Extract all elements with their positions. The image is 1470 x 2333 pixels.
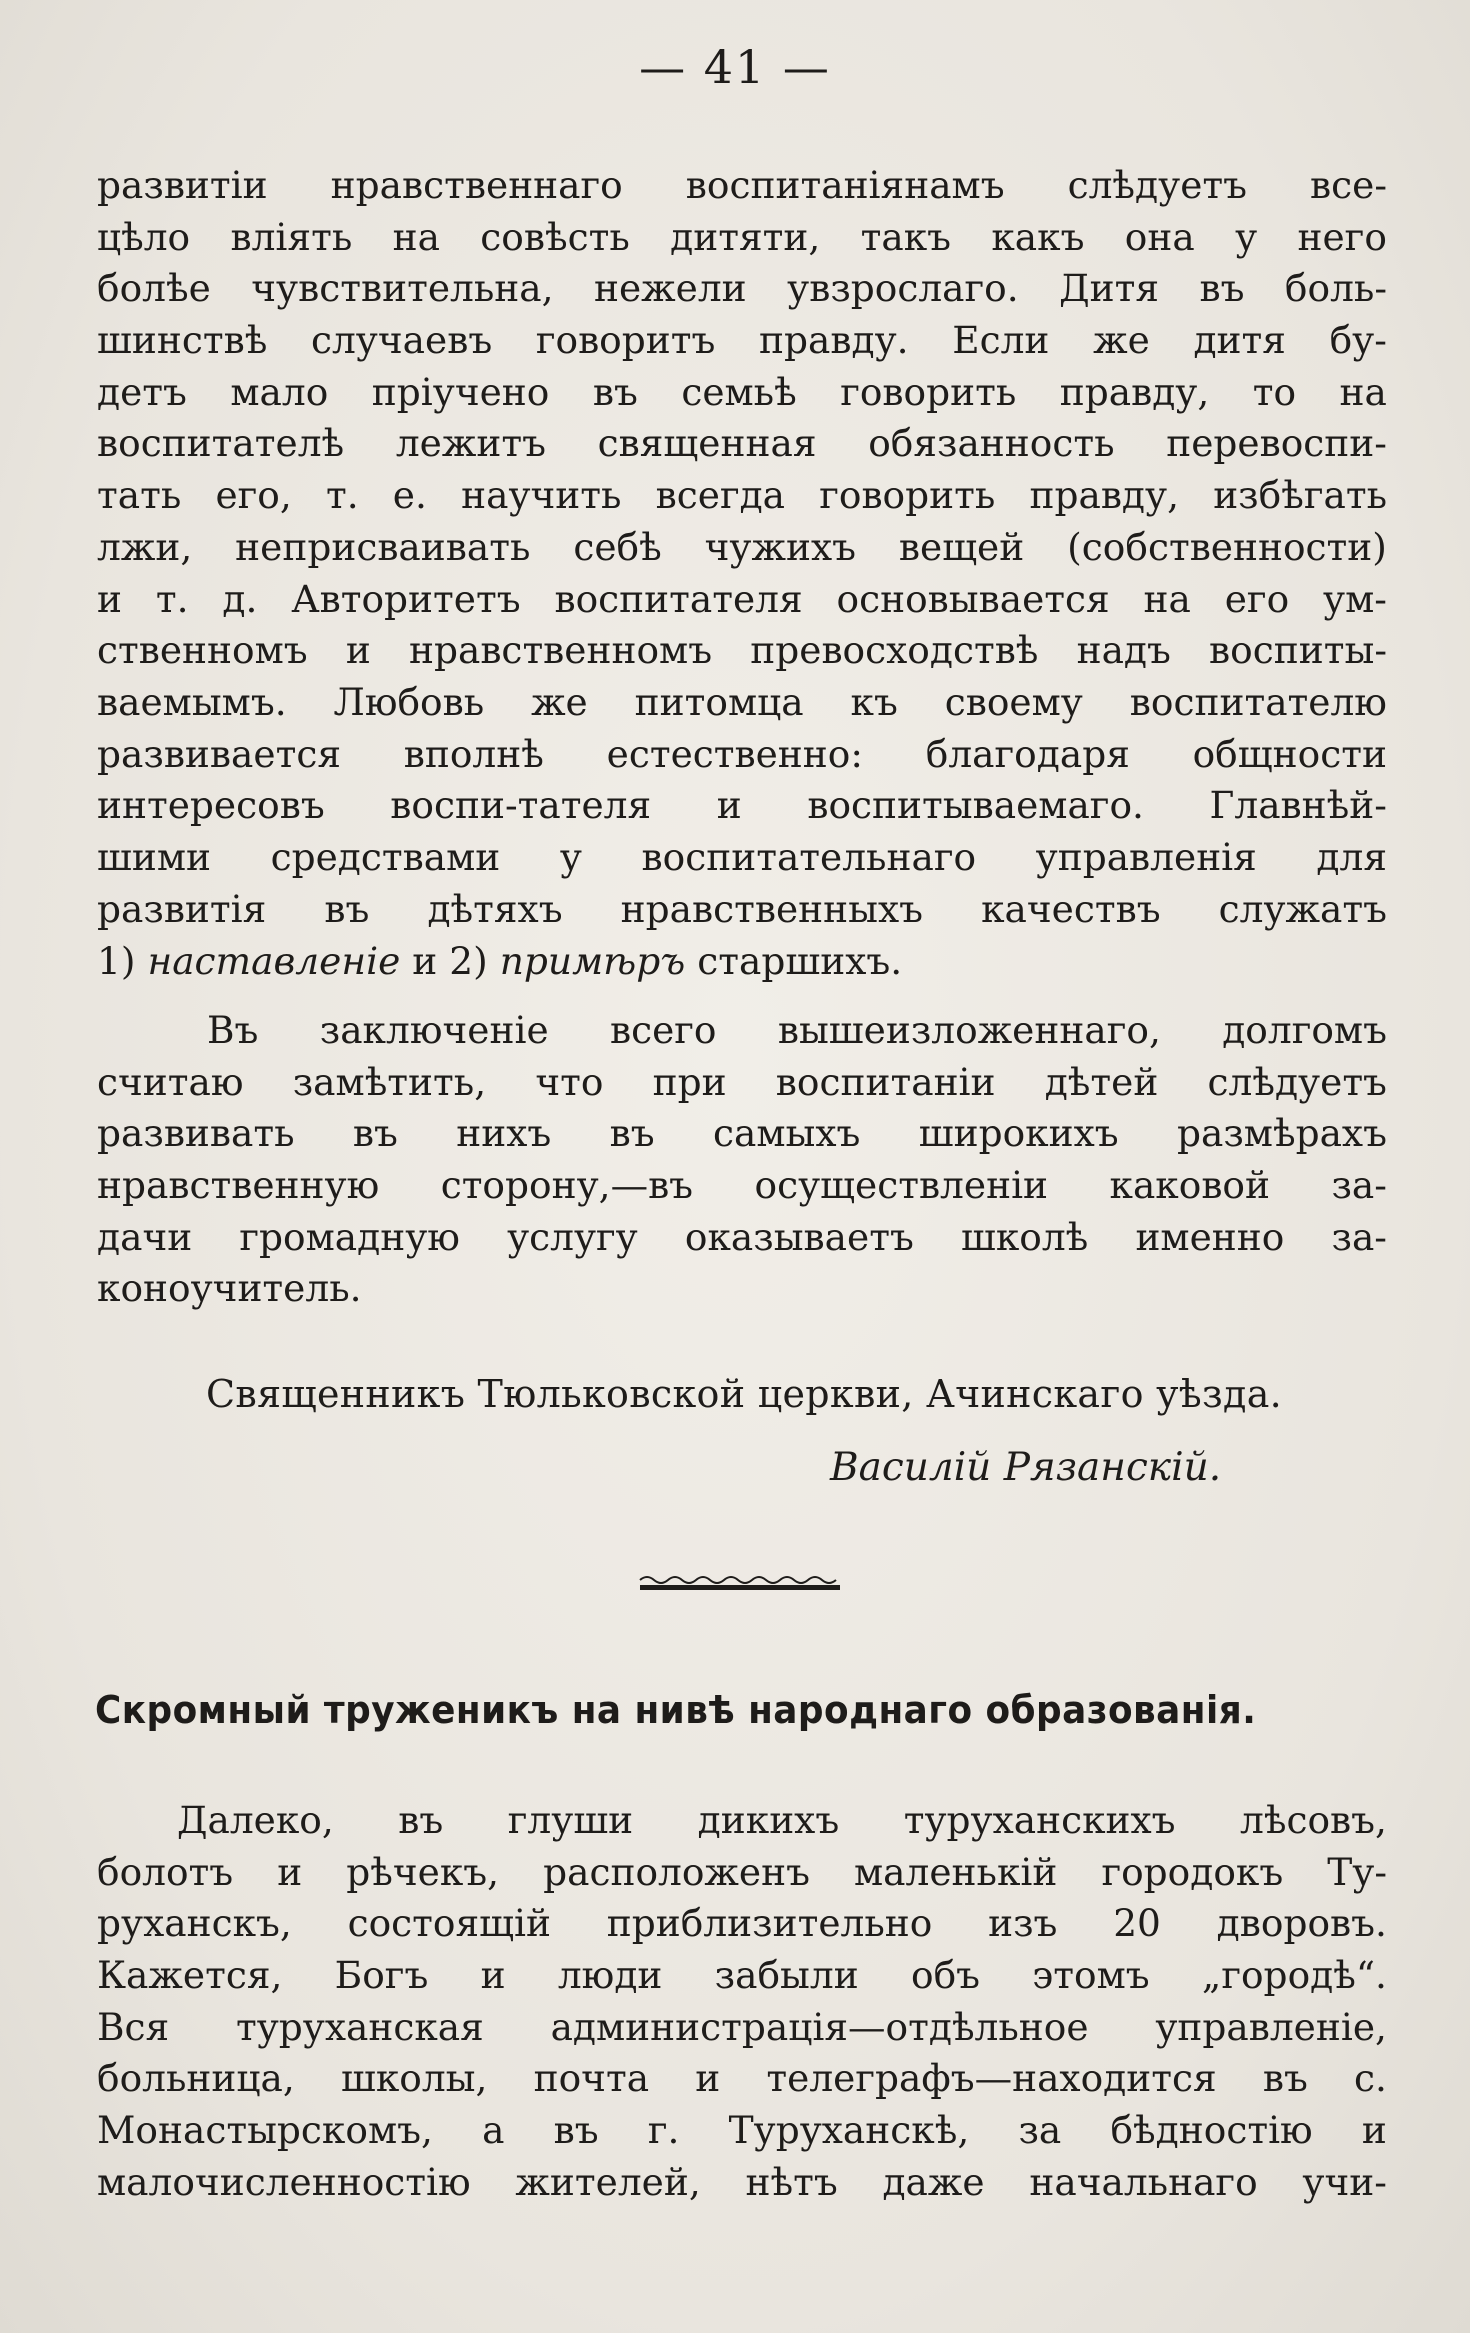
emphasis-term-2: примѣръ [499, 939, 686, 983]
text-line: детъ мало пріучено въ семьѣ говорить правду, то на [97, 369, 1387, 414]
paragraph-1 [97, 160, 1387, 935]
signature-position: Священникъ Тюльковской церкви, Ачинскаго уѣзда. [206, 1372, 1283, 1416]
emphasis-term-1: наставленіе [147, 939, 401, 983]
paragraph-3 [97, 1795, 1387, 2209]
ornamental-separator [635, 1572, 845, 1594]
text-line: развивать въ нихъ въ самыхъ широкихъ размѣрахъ [97, 1111, 1387, 1156]
text-line: тать его, т. е. научить всегда говорить правду, избѣгать [97, 473, 1387, 518]
text-line: и т. д. Авторитетъ воспитателя основывается на его ум- [97, 576, 1387, 621]
text-line: развитія въ дѣтяхъ нравственныхъ качествъ служатъ [97, 886, 1387, 931]
text-line: воспитателѣ лежитъ священная обязанность перевоспи- [97, 421, 1387, 466]
text-line: развитіи нравственнаго воспитаніянамъ слѣдуетъ все- [97, 163, 1387, 207]
page-number: — 41 — [639, 40, 831, 94]
text-line: дачи громадную услугу оказываетъ школѣ именно за- [97, 1214, 1387, 1259]
text-line: больница, школы, почта и телеграфъ—находится въ с. [97, 2056, 1387, 2101]
text-line: малочисленностію жителей, нѣтъ даже начальнаго учи- [97, 2159, 1387, 2204]
text-line: шинствѣ случаевъ говоритъ правду. Если же дитя бу- [97, 318, 1387, 363]
text-line: ственномъ и нравственномъ превосходствѣ надъ воспиты- [97, 628, 1387, 673]
text-line: считаю замѣтить, что при воспитаніи дѣтей слѣдуетъ [97, 1059, 1387, 1104]
signature-name: Василій Рязанскій. [830, 1445, 1222, 1490]
text-line: Кажется, Богъ и люди забыли объ этомъ „городѣ“. [97, 1953, 1387, 1998]
text-line: Далеко, въ глуши дикихъ туруханскихъ лѣсовъ, [177, 1798, 1387, 1842]
paragraph-1-last-line [97, 936, 1387, 988]
text-line: руханскъ, состоящій приблизительно изъ 20 дворовъ. [97, 1901, 1387, 1946]
text-line: интересовъ воспи-тателя и воспитываемаго. Главнѣй- [97, 783, 1387, 828]
text-line: болотъ и рѣчекъ, расположенъ маленькій городокъ Ту- [97, 1849, 1387, 1894]
text-line: Монастырскомъ, а въ г. Туруханскѣ, за бѣдностію и [97, 2108, 1387, 2153]
text-line: нравственную сторону,—въ осуществленіи каковой за- [97, 1163, 1387, 1208]
conjunction: и [412, 939, 438, 983]
text-line: Вся туруханская администрація—отдѣльное управленіе, [97, 2004, 1387, 2049]
text-line: ваемымъ. Любовь же питомца къ своему воспитателю [97, 679, 1387, 724]
text-line: лжи, неприсваивать себѣ чужихъ вещей (собственности) [97, 524, 1387, 569]
text-line: коноучитель. [97, 1266, 362, 1311]
text-line: Въ заключеніе всего вышеизложеннаго, долгомъ [207, 1008, 1387, 1052]
text-line: шими средствами у воспитательнаго управленія для [97, 834, 1387, 879]
article-title: Скромный труженикъ на нивѣ народнаго образованія. [95, 1688, 1257, 1733]
enumeration-1: 1) [97, 939, 136, 983]
text-line: цѣло вліять на совѣсть дитяти, такъ какъ она у него [97, 214, 1387, 259]
text-line: развивается вполнѣ естественно: благодаря общности [97, 731, 1387, 776]
text-line [97, 936, 1387, 988]
text-line: болѣе чувствительна, нежели увзрослаго. Дитя въ боль- [97, 266, 1387, 311]
paragraph-2 [97, 1005, 1387, 1315]
line-tail: старшихъ. [697, 939, 903, 983]
enumeration-2: 2) [449, 939, 488, 983]
